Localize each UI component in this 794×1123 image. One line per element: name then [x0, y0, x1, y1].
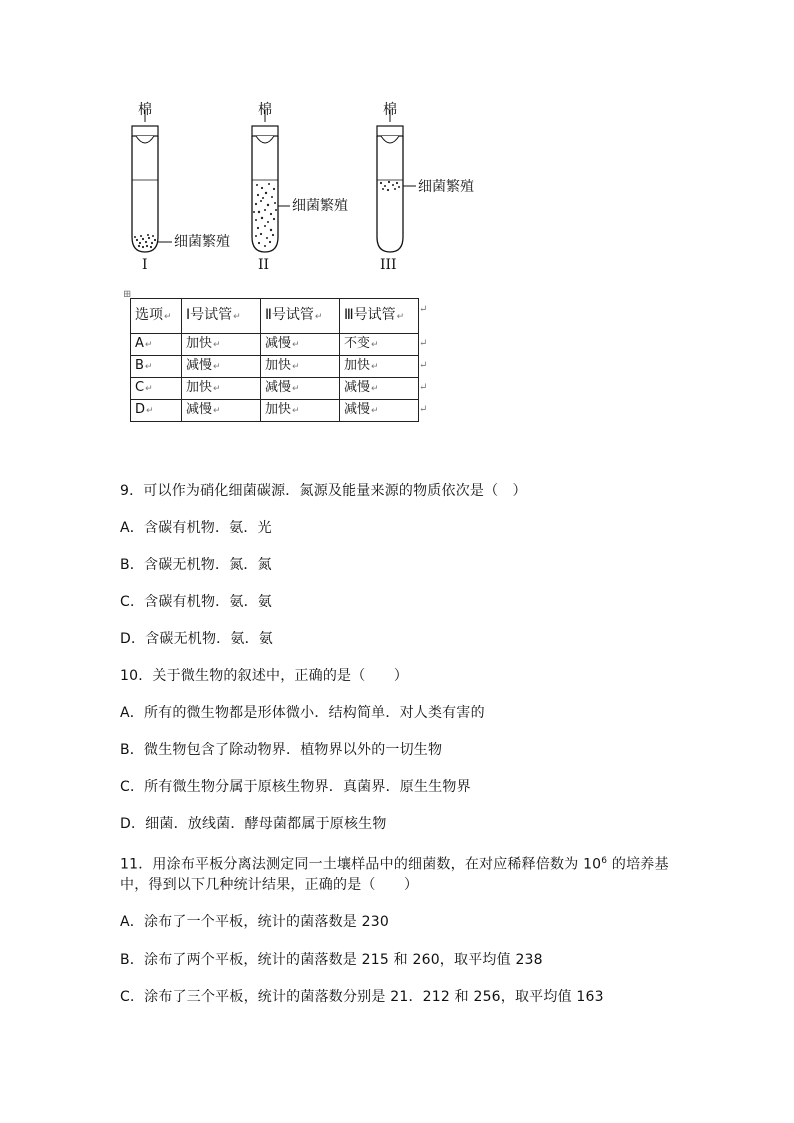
- question-9-option-a: A．含碳有机物．氨．光: [120, 520, 272, 536]
- question-10-option-d: D．细菌．放线菌．酵母菌都属于原核生物: [120, 816, 387, 832]
- test-tube-figure: [120, 100, 500, 280]
- answer-options-table: [130, 298, 419, 422]
- question-11-stem-line-1: 11．用涂布平板分离法测定同一土壤样品中的细菌数，在对应稀释倍数为 $10^6$ 的培养基: [120, 856, 669, 873]
- table-cell: 减慢: [344, 380, 371, 395]
- table-cell: 减慢: [186, 402, 213, 417]
- question-11-option-b: B．涂布了两个平板，统计的菌落数是 215 和 260，取平均值 238: [120, 952, 543, 968]
- tube-1-numeral: I: [142, 257, 148, 273]
- tube-3-cotton-label: 棉: [383, 102, 397, 118]
- question-9-option-b: B．含碳无机物．氮．氮: [120, 557, 272, 573]
- tube-2-cotton-label: 棉: [258, 102, 272, 118]
- question-10-option-a: A．所有的微生物都是形体微小．结构简单．对人类有害的: [120, 705, 485, 721]
- row-end-mark: ↵: [419, 338, 428, 349]
- table-row: B↵ 减慢↵ 加快↵ 加快↵: [131, 356, 419, 378]
- table-cell: 减慢: [265, 380, 292, 395]
- table-cell: 减慢: [186, 358, 213, 373]
- table-anchor-mark: ⊞: [123, 289, 132, 300]
- tube-3-bacteria: [380, 181, 400, 191]
- header-cell: Ⅲ号试管↵: [340, 299, 419, 334]
- question-10-option-c: C．所有微生物分属于原核生物界．真菌界．原生生物界: [120, 779, 471, 795]
- row-end-mark: ↵: [419, 404, 428, 415]
- row-end-mark: ↵: [419, 382, 428, 393]
- table-row: C↵ 加快↵ 减慢↵ 减慢↵: [131, 378, 419, 400]
- table-cell: D: [135, 402, 146, 417]
- table-cell: 加快: [344, 358, 371, 373]
- question-9-option-c: C．含碳有机物．氨．氨: [120, 594, 272, 610]
- table-cell: B: [135, 358, 144, 373]
- table-cell: 加快: [265, 358, 292, 373]
- tube-1-bacteria: [134, 234, 156, 248]
- table-cell: 不变: [344, 336, 371, 351]
- table-cell: 加快: [186, 336, 213, 351]
- question-11-stem-line-2: 中，得到以下几种统计结果，正确的是（ ）: [120, 877, 419, 893]
- row-end-mark: ↵: [419, 360, 428, 371]
- question-10-stem: 10．关于微生物的叙述中，正确的是（ ）: [120, 668, 409, 684]
- tube-1: [132, 110, 172, 252]
- tube-3-numeral: III: [380, 257, 397, 273]
- question-9-option-d: D．含碳无机物．氨．氨: [120, 631, 273, 647]
- header-cell: Ⅱ号试管↵: [261, 299, 340, 334]
- tube-1-cotton-label: 棉: [138, 102, 152, 118]
- tube-2-bacteria: [253, 183, 277, 247]
- exponent: 6: [601, 856, 608, 866]
- table-cell: C: [135, 380, 145, 395]
- question-11-option-a: A．涂布了一个平板，统计的菌落数是 230: [120, 914, 389, 930]
- question-9-stem: 9．可以作为硝化细菌碳源．氮源及能量来源的物质依次是（ ）: [120, 483, 527, 499]
- table-cell: A: [135, 336, 144, 351]
- table-cell: 加快: [265, 402, 292, 417]
- row-end-mark: ↵: [419, 304, 428, 315]
- table-cell: 加快: [186, 380, 213, 395]
- tube-2-growth-label: 细菌繁殖: [292, 198, 348, 214]
- tube-3: [377, 110, 416, 252]
- tube-3-growth-label: 细菌繁殖: [418, 179, 474, 195]
- question-11-option-c: C．涂布了三个平板，统计的菌落数分别是 21．212 和 256，取平均值 163: [120, 989, 604, 1005]
- header-cell: 选项↵: [131, 299, 182, 334]
- table-row: D↵ 减慢↵ 加快↵ 减慢↵: [131, 400, 419, 422]
- tube-2-numeral: II: [258, 257, 270, 273]
- question-10-option-b: B．微生物包含了除动物界．植物界以外的一切生物: [120, 742, 443, 758]
- table-header-row: [131, 299, 419, 334]
- header-cell: Ⅰ号试管↵: [182, 299, 261, 334]
- table-cell: 减慢: [344, 402, 371, 417]
- tube-2: [252, 110, 290, 252]
- table-row: A↵ 加快↵ 减慢↵ 不变↵: [131, 334, 419, 356]
- tube-1-growth-label: 细菌繁殖: [174, 234, 230, 250]
- table-cell: 减慢: [265, 336, 292, 351]
